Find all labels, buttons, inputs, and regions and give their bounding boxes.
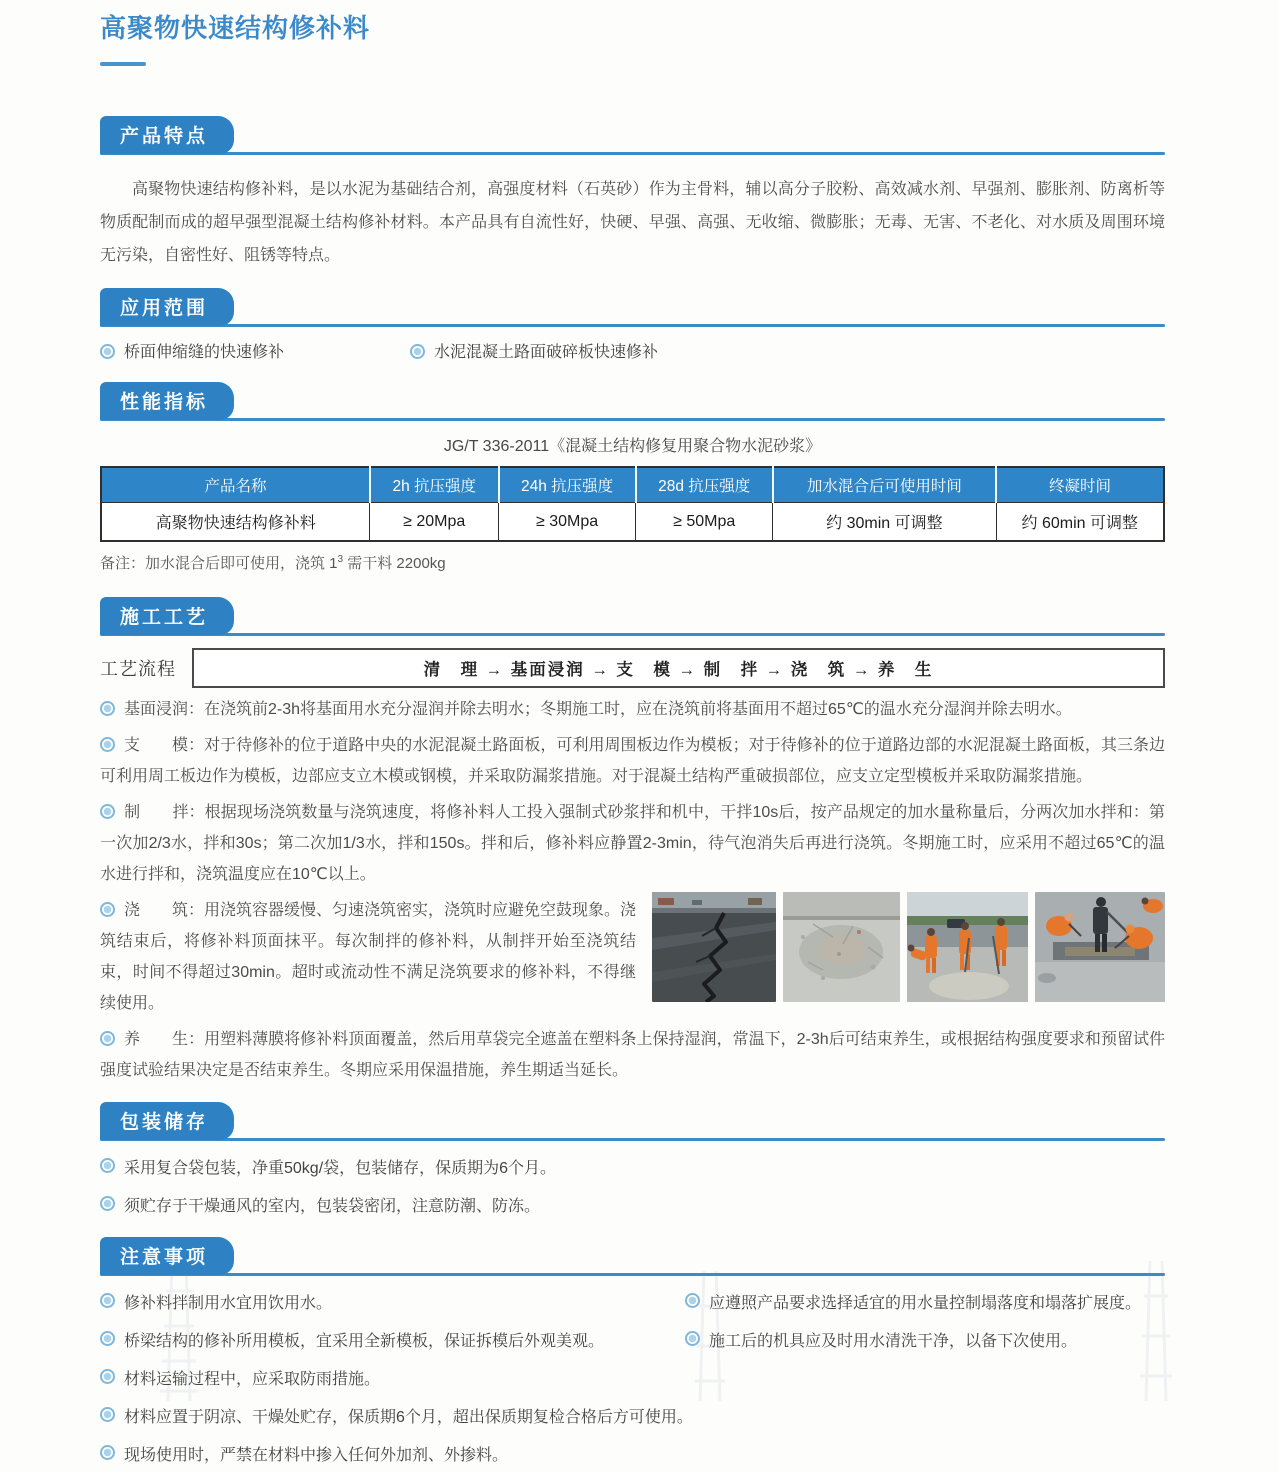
section-rule [100,1273,1165,1276]
step-text: 基面浸润：在浇筑前2-3h将基面用水充分湿润并除去明水；冬期施工时，应在浇筑前将基面用不超过65℃的温水充分湿润并除去明水。 [124,701,1072,718]
process-step [100,1024,1165,1086]
ring-bullet-icon [100,902,115,917]
performance-table [100,466,1165,542]
application-item [100,339,410,362]
table-row [101,503,1164,542]
page-title: 高聚物快速结构修补料 [100,13,371,43]
section-header-notes [100,1237,1165,1276]
section-tab-features: 产品特点 [100,116,234,154]
section-tab-packaging: 包装储存 [100,1102,234,1140]
section-header-packaging [100,1102,1165,1141]
table-cell: ≥ 30Mpa [499,503,636,542]
ring-bullet-icon [100,1407,115,1422]
section-header-process [100,597,1165,636]
packaging-item [100,1187,1165,1223]
table-header-cell: 加水混合后可使用时间 [773,467,996,503]
product-datasheet-page [100,0,1165,1472]
packaging-item-label: 采用复合袋包装，净重50kg/袋，包装储存，保质期为6个月。 [124,1160,557,1177]
ring-bullet-icon [100,344,115,359]
note-item [100,1322,685,1358]
table-cell: ≥ 20Mpa [370,503,499,542]
step-text: 浇 筑：用浇筑容器缓慢、匀速浇筑密实，浇筑时应避免空鼓现象。浇筑结束后，将修补料顶面抹平。每次制拌的修补料，从制拌开始至浇筑结束，时间不得超过30min。超时或流动性不满足浇筑要求的修补料，不得继续使用。 [100,902,637,1012]
section-rule [100,418,1165,421]
packaging-item [100,1149,1165,1185]
note-item [100,1398,1165,1434]
table-header-cell: 28d 抗压强度 [636,467,773,503]
table-cell: ≥ 50Mpa [636,503,773,542]
applications-list [100,339,1165,362]
photo-pavement-crack [652,892,776,1002]
note-item [685,1284,1165,1320]
process-flow-row [100,648,1165,688]
note-item [100,1360,1165,1396]
features-paragraph: 高聚物快速结构修补料，是以水泥为基础结合剂，高强度材料（石英砂）作为主骨料，辅以高分子胶粉、高效减水剂、早强剂、膨胀剂、防离析等物质配制而成的超早强型混凝土结构修补材料。本产品具有自流性好，快硬、早强、高强、无收缩、微膨胀；无毒、无害、不老化、对水质及周围环境无污染，自密性好、阻锈等特点。 [100,181,1165,264]
application-item-label: 水泥混凝土路面破碎板快速修补 [434,344,659,361]
photo-damaged-surface [783,892,900,1002]
application-item [410,339,658,362]
table-header-row [101,467,1164,503]
ring-bullet-icon [100,1331,115,1346]
table-header-cell: 产品名称 [101,467,370,503]
note-item-label: 材料运输过程中，应采取防雨措施。 [124,1371,381,1388]
section-tab-applications: 应用范围 [100,288,234,326]
application-item-label: 桥面伸缩缝的快速修补 [124,344,285,361]
ring-bullet-icon [100,1196,115,1211]
process-step [100,694,1165,725]
section-rule [100,1138,1165,1141]
photo-repair-crew [907,892,1028,1002]
flow-diagram: 清 理 → 基面浸润 → 支 模 → 制 拌 → 浇 筑 → 养 生 [192,648,1165,688]
section-tab-performance: 性能指标 [100,382,234,420]
ring-bullet-icon [410,344,425,359]
section-tab-notes: 注意事项 [100,1237,234,1275]
step-text: 制 拌：根据现场浇筑数量与浇筑速度，将修补料人工投入强制式砂浆拌和机中，干拌10s后，按产品规定的加水量称量后，分两次加水拌和：第一次加2/3水，拌和30s；第二次加1/3水，拌和150s。拌和后，修补料应静置2-3min，待气泡消失后再进行浇筑。冬期施工时，应采用不超过65℃的温水进行拌和，浇筑温度应在10℃以上。 [100,804,1165,883]
ring-bullet-icon [685,1331,700,1346]
ring-bullet-icon [100,1293,115,1308]
ring-bullet-icon [100,1158,115,1173]
note-item-label: 材料应置于阴凉、干燥处贮存，保质期6个月，超出保质期复检合格后方可使用。 [124,1409,693,1426]
ring-bullet-icon [100,1369,115,1384]
note-item [100,1284,685,1320]
note-item [100,1436,1165,1472]
step-text: 养 生：用塑料薄膜将修补料顶面覆盖，然后用草袋完全遮盖在塑料条上保持湿润，常温下，2-3h后可结束养生，或根据结构强度要求和预留试件强度试验结果决定是否结束养生。冬期应采用保温措施，养生期适当延长。 [100,1031,1165,1079]
site-photos-strip [652,892,1165,1002]
process-steps [100,694,1165,1086]
table-header-cell: 2h 抗压强度 [370,467,499,503]
ring-bullet-icon [100,804,115,819]
notes-list [100,1284,1165,1472]
table-remark [100,552,1165,573]
photo-material-spreading [1035,892,1165,1002]
ring-bullet-icon [100,1445,115,1460]
note-item-label: 桥梁结构的修补所用模板，宜采用全新模板，保证拆模后外观美观。 [124,1333,605,1350]
packaging-list [100,1149,1165,1223]
table-header-cell: 终凝时间 [996,467,1164,503]
notes-row [100,1322,1165,1358]
section-tab-process: 施工工艺 [100,597,234,635]
note-item-label: 修补料拌制用水宜用饮用水。 [124,1295,333,1312]
table-cell: 约 30min 可调整 [773,503,996,542]
title-underline [100,62,146,66]
table-cell: 约 60min 可调整 [996,503,1164,542]
note-item-label: 施工后的机具应及时用水清洗干净，以备下次使用。 [709,1333,1078,1350]
remark-superscript: 3 [337,554,344,565]
note-item-label: 应遵照产品要求选择适宜的用水量控制塌落度和塌落扩展度。 [709,1295,1142,1312]
flow-label: 工艺流程 [100,659,176,679]
process-step [100,730,1165,792]
notes-row [100,1284,1165,1320]
remark-text: 备注：加水混合后即可使用，浇筑 1 [100,555,338,572]
ring-bullet-icon [100,1031,115,1046]
note-item [685,1322,1165,1358]
section-rule [100,152,1165,155]
note-item-label: 现场使用时，严禁在材料中掺入任何外加剂、外掺料。 [124,1447,509,1464]
section-header-applications [100,288,1165,327]
step-text: 支 模：对于待修补的位于道路中央的水泥混凝土路面板，可利用周围板边作为模板；对于待修补的位于道路边部的水泥混凝土路面板，其三条边可利用周工板边作为模板，边部应支立木模或钢模，并采取防漏浆措施。对于混凝土结构严重破损部位，应支立定型模板并采取防漏浆措施。 [100,737,1165,785]
section-header-performance [100,382,1165,421]
remark-text: 需干料 2200kg [343,555,446,572]
ring-bullet-icon [685,1293,700,1308]
section-header-features [100,116,1165,155]
section-rule [100,324,1165,327]
packaging-item-label: 须贮存于干燥通风的室内，包装袋密闭，注意防潮、防冻。 [124,1198,541,1215]
table-cell: 高聚物快速结构修补料 [101,503,370,542]
process-step [100,797,1165,890]
ring-bullet-icon [100,737,115,752]
standard-caption: JG/T 336-2011《混凝土结构修复用聚合物水泥砂浆》 [443,438,822,455]
section-rule [100,633,1165,636]
ring-bullet-icon [100,701,115,716]
table-header-cell: 24h 抗压强度 [499,467,636,503]
